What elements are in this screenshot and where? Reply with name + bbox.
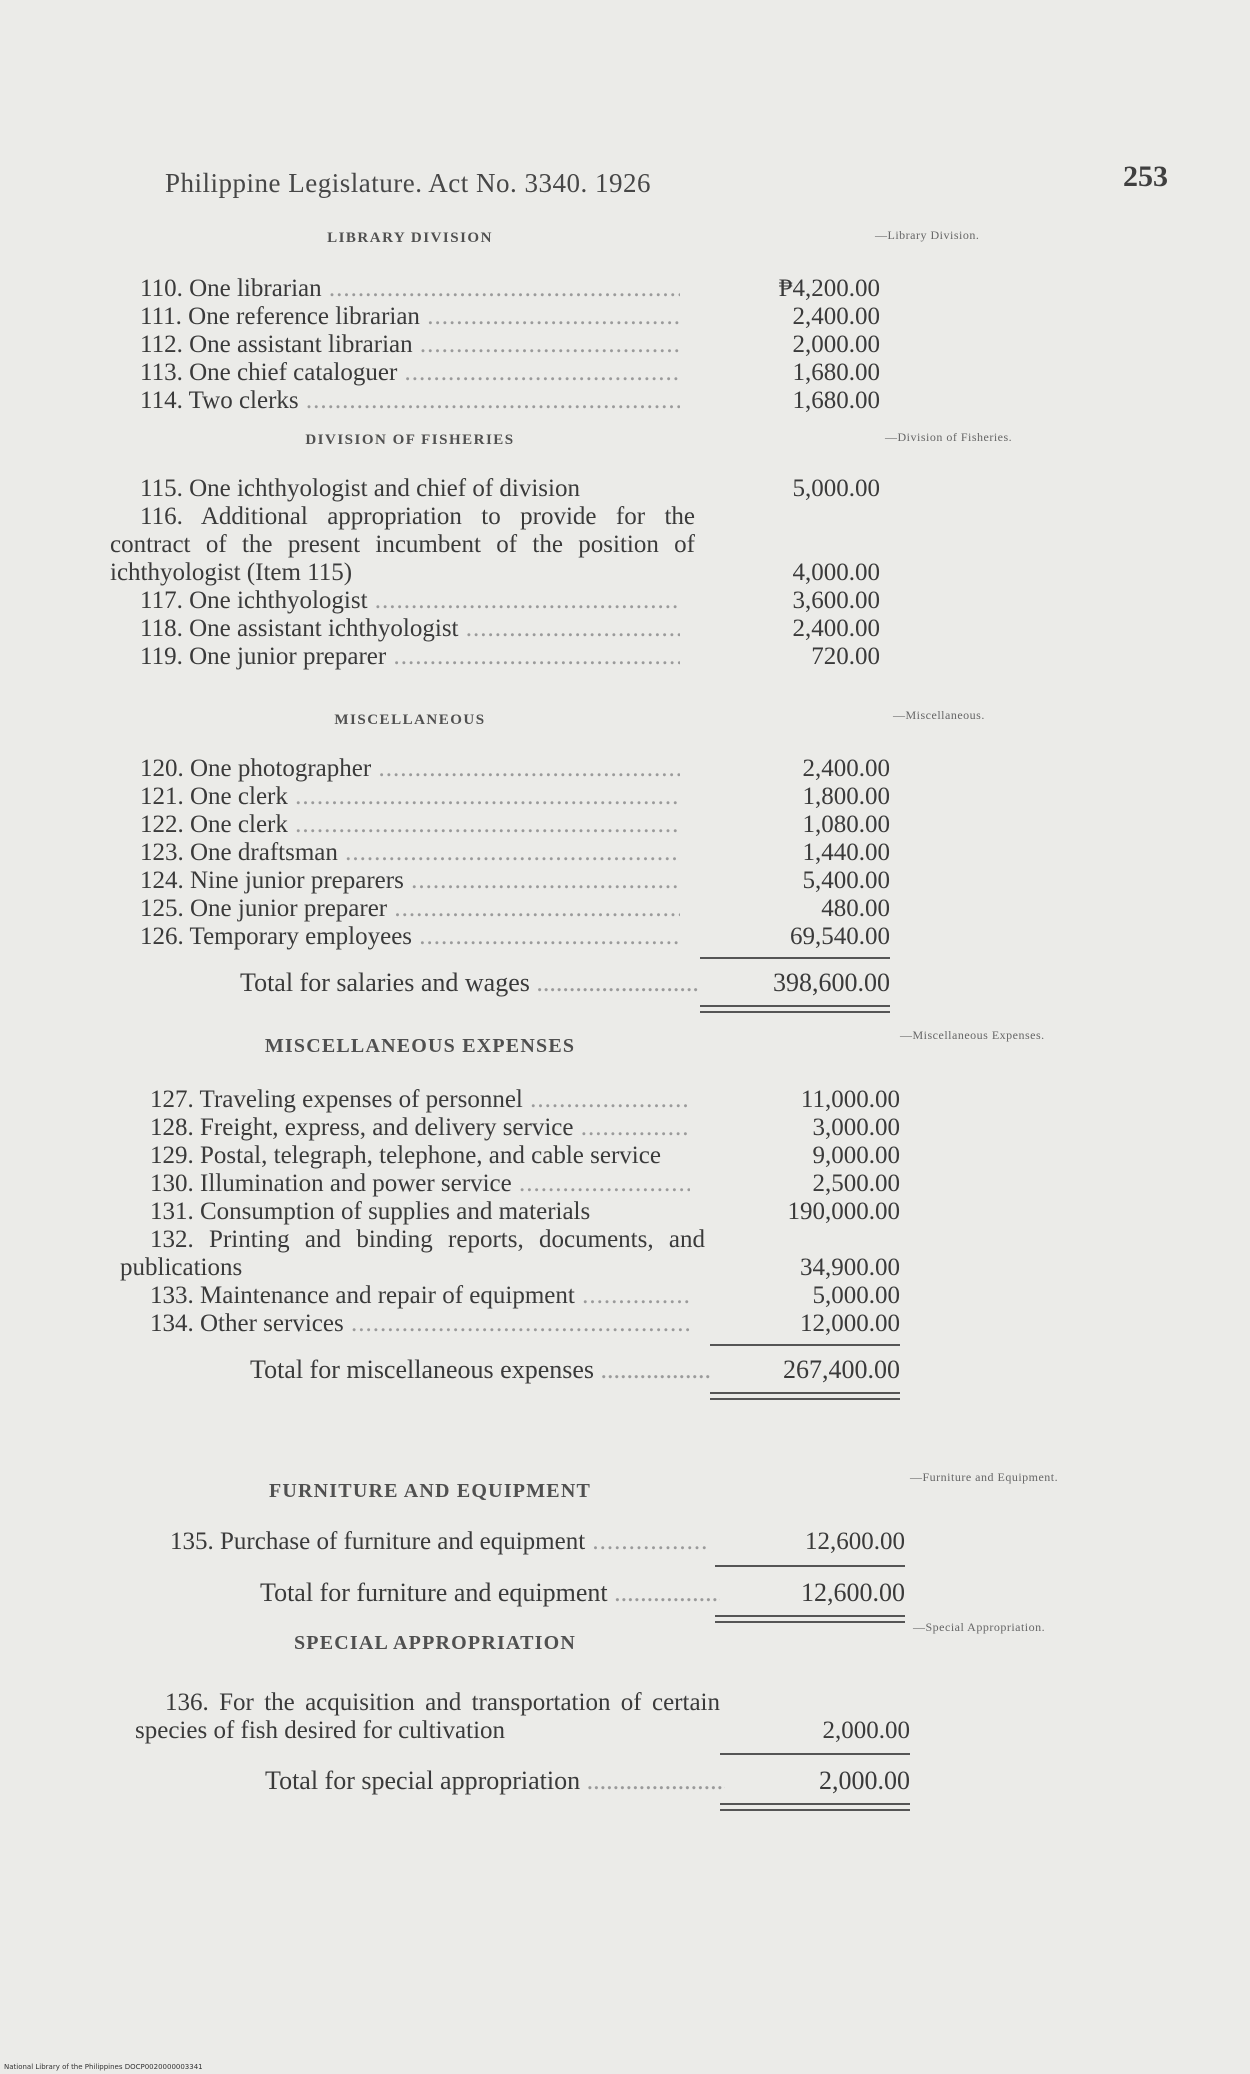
item-label: 120. One photographer ..... (140, 755, 680, 783)
item-label: 112. One assistant librarian ..... (140, 331, 680, 359)
list-item (110, 587, 880, 615)
margin-note-fisheries: —Division of Fisheries. (885, 430, 1013, 444)
item-label: 134. Other services ..... (150, 1310, 690, 1338)
list-item (120, 1198, 900, 1226)
total-label: Total for salaries and wages ..... (240, 963, 700, 1003)
item-label: 121. One clerk ..... (140, 783, 680, 811)
fisheries-section (110, 432, 880, 671)
total-row (110, 963, 890, 1003)
total-amount: 2,000.00 (819, 1766, 910, 1795)
list-item (110, 643, 880, 671)
total-row (135, 1761, 910, 1801)
item-amount: 9,000.00 (812, 1142, 900, 1169)
list-item (110, 755, 890, 783)
item-amount: 2,400.00 (802, 755, 890, 782)
item-label: 127. Traveling expenses of personnel ..... (150, 1086, 690, 1114)
item-amount: 34,900.00 (800, 1254, 900, 1281)
item-amount: 480.00 (821, 895, 890, 922)
item-amount: 3,000.00 (812, 1114, 900, 1141)
item-amount: 4,000.00 (792, 559, 880, 586)
item-label: 115. One ichthyologist and chief of division (140, 475, 580, 502)
item-amount: 720.00 (811, 643, 880, 670)
furniture-section (130, 1480, 905, 1623)
misc-expenses-section (120, 1035, 900, 1400)
list-item (120, 1310, 900, 1338)
item-amount: 190,000.00 (787, 1198, 900, 1225)
subtotal-rule (700, 957, 890, 959)
margin-note-miscellaneous: —Miscellaneous. (893, 708, 985, 722)
special-heading: SPECIAL APPROPRIATION (293, 1632, 577, 1654)
item-amount: 1,680.00 (792, 359, 880, 386)
total-row (120, 1350, 900, 1390)
item-amount: 2,400.00 (792, 615, 880, 642)
item-label: 128. Freight, express, and delivery service ..... (150, 1114, 690, 1142)
item-amount: 1,680.00 (792, 387, 880, 414)
running-head: Philippine Legislature. Act No. 3340. 1926 (165, 168, 651, 198)
miscellaneous-section (110, 712, 890, 1013)
item-amount: 2,500.00 (812, 1170, 900, 1197)
item-label: 133. Maintenance and repair of equipment ..... (150, 1282, 690, 1310)
item-label: 123. One draftsman ..... (140, 839, 680, 867)
item-label: 136. For the acquisition and transportation of certain species of fish desired for cultivation (135, 1689, 720, 1744)
total-label: Total for miscellaneous expenses ..... (250, 1350, 710, 1390)
item-amount: 1,440.00 (802, 839, 890, 866)
fisheries-heading: DIVISION OF FISHERIES (305, 432, 515, 448)
item-label: 129. Postal, telegraph, telephone, and cable service (150, 1142, 661, 1169)
total-label: Total for furniture and equipment ..... (260, 1573, 720, 1613)
total-double-rule (720, 1803, 910, 1811)
list-item (110, 359, 880, 387)
total-double-rule (710, 1392, 900, 1400)
list-item (135, 1689, 910, 1745)
total-amount: 267,400.00 (783, 1355, 900, 1384)
subtotal-rule (710, 1344, 900, 1346)
item-amount: 1,800.00 (802, 783, 890, 810)
list-item (120, 1142, 900, 1170)
list-item (120, 1086, 900, 1114)
list-item (110, 783, 890, 811)
item-label: 116. Additional appropriation to provide for the contract of the present incumbent of the position of ichthyologist (Item 115) (110, 503, 695, 586)
item-amount: 5,000.00 (792, 475, 880, 502)
total-double-rule (715, 1615, 905, 1623)
item-amount: 1,080.00 (802, 811, 890, 838)
total-double-rule (700, 1005, 890, 1013)
list-item (110, 839, 890, 867)
item-label: 119. One junior preparer ..... (140, 643, 680, 671)
list-item (110, 615, 880, 643)
total-label: Total for special appropriation ..... (265, 1761, 725, 1801)
item-label: 135. Purchase of furniture and equipment ..... (170, 1525, 710, 1559)
item-amount: 69,540.00 (790, 923, 890, 950)
list-item (110, 895, 890, 923)
miscellaneous-heading: MISCELLANEOUS (334, 712, 486, 728)
item-amount: 12,600.00 (805, 1528, 905, 1555)
item-label: 126. Temporary employees ..... (140, 923, 680, 951)
list-item (120, 1170, 900, 1198)
item-amount: ₱4,200.00 (778, 275, 880, 302)
list-item (110, 475, 880, 503)
item-label: 132. Printing and binding reports, documents, and publications (120, 1226, 705, 1281)
list-item (110, 811, 890, 839)
special-section (135, 1632, 910, 1811)
list-item (110, 503, 880, 587)
subtotal-rule (720, 1753, 910, 1755)
scan-footer: National Library of the Philippines DOCP0020000003341 (4, 2063, 203, 2071)
item-label: 118. One assistant ichthyologist ..... (140, 615, 680, 643)
item-amount: 3,600.00 (792, 587, 880, 614)
total-amount: 12,600.00 (801, 1578, 905, 1607)
list-item (120, 1282, 900, 1310)
item-label: 114. Two clerks ..... (140, 387, 680, 415)
margin-note-special: —Special Appropriation. (913, 1620, 1046, 1634)
list-item (110, 923, 890, 951)
item-label: 122. One clerk ..... (140, 811, 680, 839)
list-item (110, 387, 880, 415)
item-amount: 2,000.00 (822, 1717, 910, 1744)
list-item (110, 275, 880, 303)
list-item (130, 1525, 905, 1559)
item-label: 113. One chief cataloguer ..... (140, 359, 680, 387)
list-item (120, 1226, 900, 1282)
item-amount: 12,000.00 (800, 1310, 900, 1337)
margin-note-furniture: —Furniture and Equipment. (910, 1470, 1059, 1484)
list-item (120, 1114, 900, 1142)
total-row (130, 1573, 905, 1613)
item-label: 111. One reference librarian ..... (140, 303, 680, 331)
item-amount: 5,400.00 (802, 867, 890, 894)
subtotal-rule (715, 1565, 905, 1567)
misc-expenses-heading: MISCELLANEOUS EXPENSES (264, 1035, 576, 1057)
list-item (110, 331, 880, 359)
item-amount: 2,400.00 (792, 303, 880, 330)
item-amount: 11,000.00 (800, 1086, 900, 1113)
library-heading: LIBRARY DIVISION (327, 230, 493, 246)
item-label: 110. One librarian ..... (140, 275, 680, 303)
page-number: 253 (1123, 160, 1168, 193)
library-section (110, 230, 880, 415)
item-amount: 2,000.00 (792, 331, 880, 358)
item-label: 117. One ichthyologist ..... (140, 587, 680, 615)
item-label: 125. One junior preparer ..... (140, 895, 680, 923)
margin-note-library: —Library Division. (875, 228, 980, 242)
margin-note-misc-expenses: —Miscellaneous Expenses. (900, 1028, 1045, 1042)
item-label: 124. Nine junior preparers ..... (140, 867, 680, 895)
furniture-heading: FURNITURE AND EQUIPMENT (268, 1480, 592, 1502)
item-label: 131. Consumption of supplies and materials (150, 1198, 591, 1225)
list-item (110, 867, 890, 895)
total-amount: 398,600.00 (773, 968, 890, 997)
list-item (110, 303, 880, 331)
item-amount: 5,000.00 (812, 1282, 900, 1309)
item-label: 130. Illumination and power service ..... (150, 1170, 690, 1198)
